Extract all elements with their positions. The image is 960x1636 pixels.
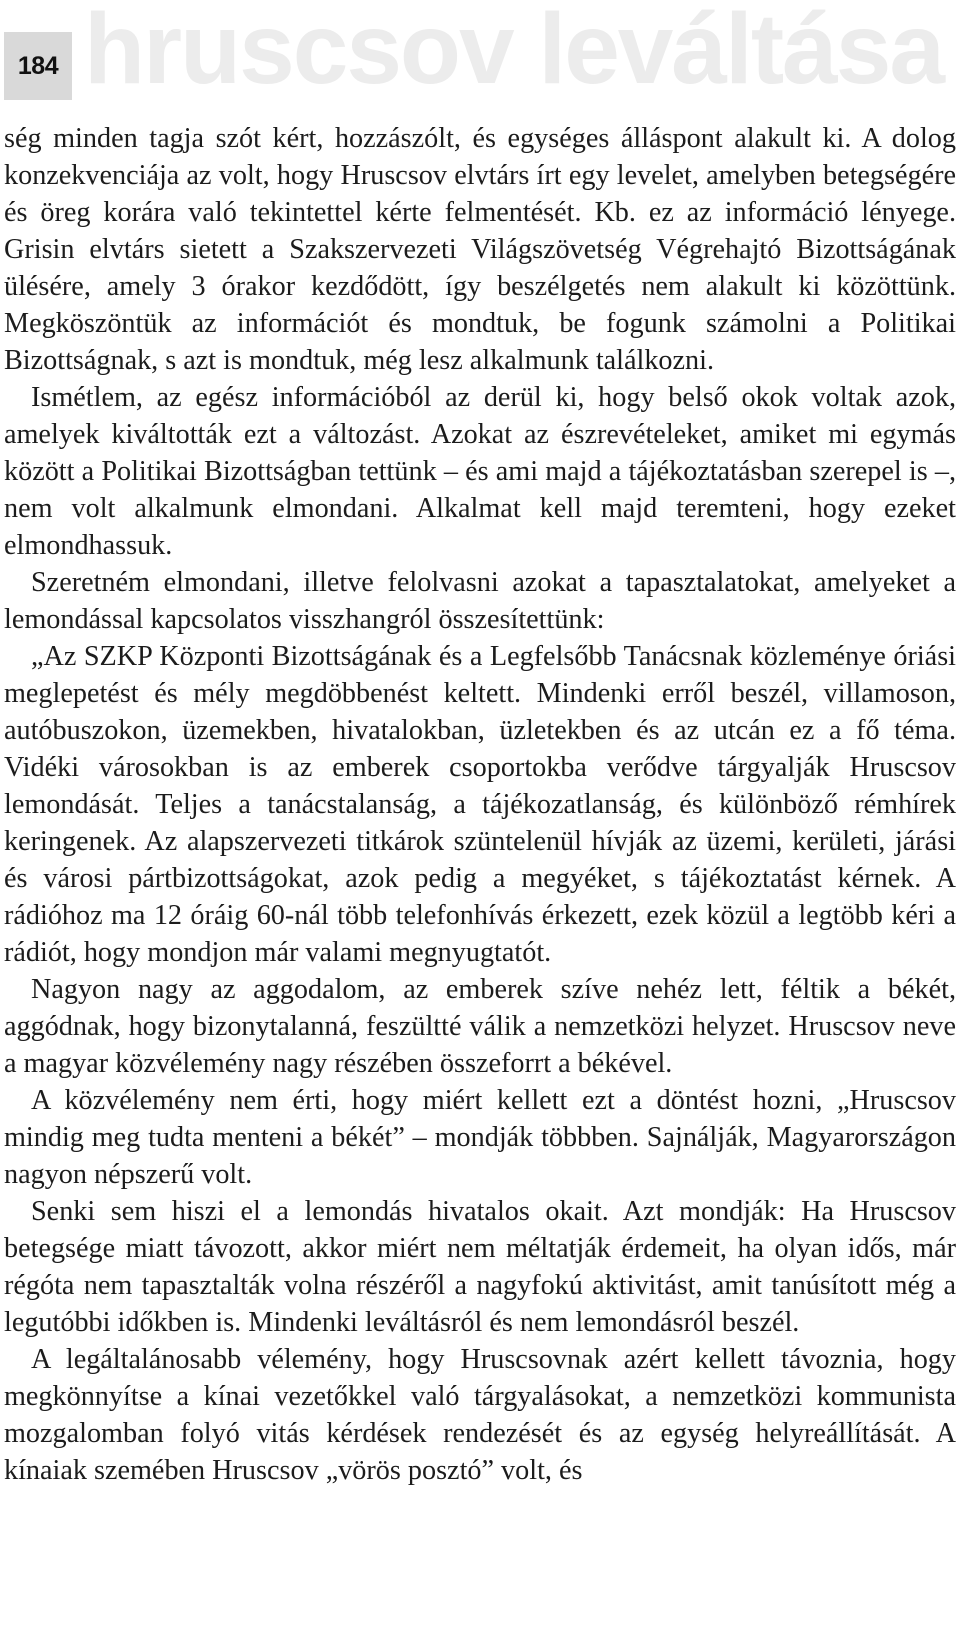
paragraph: Ismétlem, az egész információból az derül ki, hogy belső okok voltak azok, amelyek kiváltották ezt a változást. Azokat az észrevételeket, amiket mi egymás között a Politikai Bizottságban tettünk – és ami majd a tájékoztatásban szerepel is –, nem volt alkalmunk elmondani. Alkalmat kell majd teremteni, hogy ezeket elmondhassuk.	[4, 382, 956, 561]
running-title: hruscsov leváltása	[84, 0, 943, 105]
paragraph: Szeretném elmondani, illetve felolvasni azokat a tapasztalatokat, amelyeket a lemondással kapcsolatos visszhangról összesítettünk:	[4, 567, 956, 635]
page-header	[0, 0, 960, 110]
paragraph: Nagyon nagy az aggodalom, az emberek szíve nehéz lett, féltik a békét, aggódnak, hogy bizonytalanná, feszültté válik a nemzetközi helyzet. Hruscsov neve a magyar közvélemény nagy részében összeforrt a békével.	[4, 974, 956, 1079]
page-number-box	[4, 32, 72, 100]
paragraph: A legáltalánosabb vélemény, hogy Hruscsovnak azért kellett távoznia, hogy megkönnyítse a kínai vezetőkkel való tárgyalásokat, a nemzetközi kommunista mozgalomban folyó vitás kérdések rendezését és az egység helyreállítását. A kínaiak szemében Hruscsov „vörös posztó” volt, és	[4, 1344, 956, 1486]
paragraph: A közvélemény nem érti, hogy miért kellett ezt a döntést hozni, „Hruscsov mindig meg tudta menteni a békét” – mondják többben. Sajnálják, Magyarországon nagyon népszerű volt.	[4, 1085, 956, 1190]
paragraph: ség minden tagja szót kért, hozzászólt, és egységes álláspont alakult ki. A dolog konzekvenciája az volt, hogy Hruscsov elvtárs írt egy levelet, amelyben betegségére és öreg korára való tekintettel kérte felmentését. Kb. ez az információ lényege. Grisin elvtárs sietett a Szakszervezeti Világszövetség Végrehajtó Bizottságának ülésére, amely 3 órakor kezdődött, így beszélgetés nem alakult ki közöttünk. Megköszöntük az információt és mondtuk, be fogunk számolni a Politikai Bizottságnak, s azt is mondtuk, még lesz alkalmunk találkozni.	[4, 123, 956, 376]
page-number: 184	[17, 51, 59, 80]
body-text	[4, 120, 956, 1489]
paragraph: Senki sem hiszi el a lemondás hivatalos okait. Azt mondják: Ha Hruscsov betegsége miatt távozott, akkor miért nem méltatják érdemeit, ha olyan idős, már régóta nem tapasztalták volna részéről a nagyfokú aktivitást, amit tanúsított még a legutóbbi időkben is. Mindenki leváltásról és nem lemondásról beszél.	[4, 1196, 956, 1338]
quoted-paragraph: „Az SZKP Központi Bizottságának és a Legfelsőbb Tanácsnak közleménye óriási meglepetést és mély megdöbbenést keltett. Mindenki erről beszél, villamoson, autóbuszokon, üzemekben, hivatalokban, üzletekben és az utcán ez a fő téma. Vidéki városokban is az emberek csoportokba verődve tárgyalják Hruscsov lemondását. Teljes a tanácstalanság, a tájékozatlanság, és különböző rémhírek keringenek. Az alapszervezeti titkárok szüntelenül hívják az üzemi, kerületi, járási és városi pártbizottságokat, azok pedig a megyéket, s tájékoztatást kérnek. A rádióhoz ma 12 óráig 60-nál több telefonhívás érkezett, ezek közül a legtöbb kéri a rádiót, hogy mondjon már valami megnyugtatót.	[4, 641, 956, 968]
